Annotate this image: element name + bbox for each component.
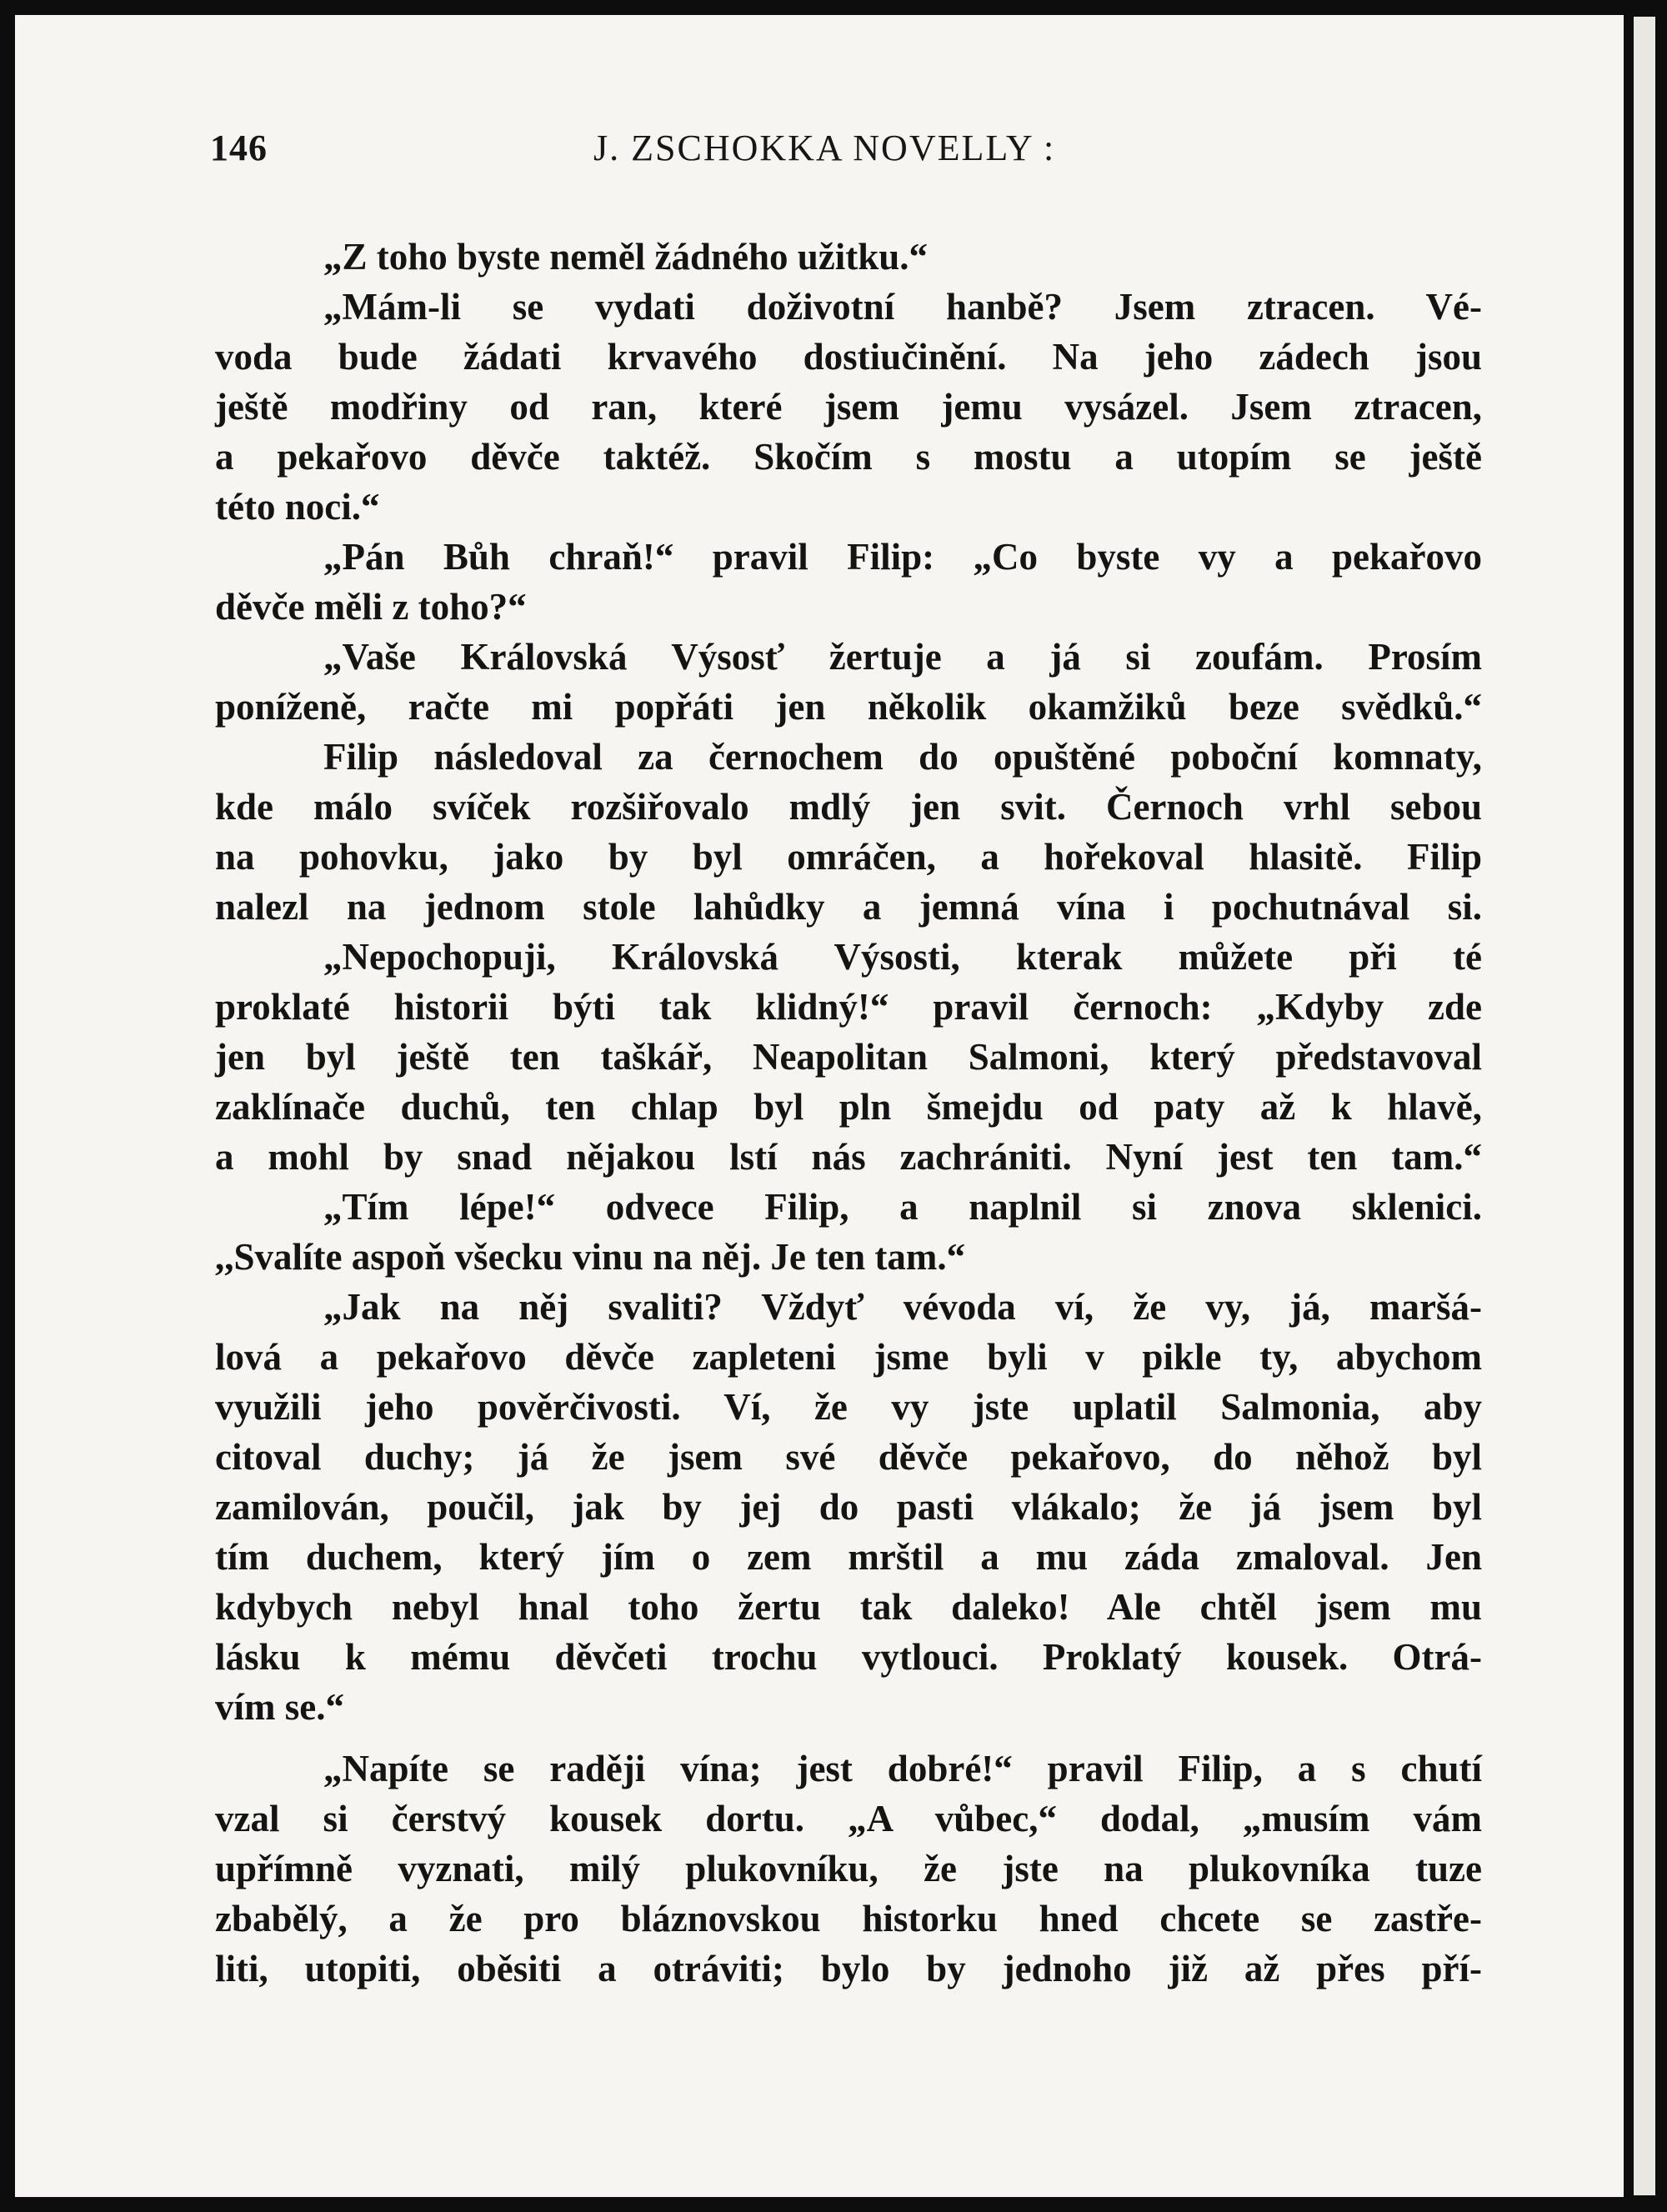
text-line: „Tím lépe!“ odvece Filip, a naplnil si znova sklenici. <box>323 1186 1482 1228</box>
text-line: „Napíte se raději vína; jest dobré!“ pravil Filip, a s chutí <box>323 1748 1482 1789</box>
text-line: a mohl by snad nějakou lstí nás zachrániti. Nyní jest ten tam.“ <box>215 1136 1482 1178</box>
text-line: zaklínače duchů, ten chlap byl pln šmejdu od paty až k hlavě, <box>215 1086 1482 1128</box>
page-gutter-shadow <box>1624 0 1634 2212</box>
text-line: „Vaše Královská Výsosť žertuje a já si zoufám. Prosím <box>323 636 1482 678</box>
text-line: lásku k mému děvčeti trochu vytlouci. Proklatý kousek. Otrá- <box>215 1636 1482 1678</box>
running-title: J. ZSCHOKKA NOVELLY : <box>593 128 1056 168</box>
text-line: a pekařovo děvče taktéž. Skočím s mostu a utopím se ještě <box>215 436 1482 478</box>
text-line: liti, utopiti, oběsiti a otráviti; bylo by jednoho již až přes pří- <box>215 1948 1482 1989</box>
text-line: kde málo svíček rozšiřovalo mdlý jen svit. Černoch vrhl sebou <box>215 786 1482 828</box>
text-line: upřímně vyznati, milý plukovníku, že jste na plukovníka tuze <box>215 1848 1482 1889</box>
text-line: tím duchem, který jím o zem mrštil a mu záda zmaloval. Jen <box>215 1536 1482 1578</box>
text-line: „Jak na něj svaliti? Vždyť vévoda ví, že vy, já, maršá- <box>323 1286 1482 1328</box>
text-line: „Pán Bůh chraň!“ pravil Filip: „Co byste vy a pekařovo <box>323 536 1482 578</box>
text-line: kdybych nebyl hnal toho žertu tak daleko! Ale chtěl jsem mu <box>215 1586 1482 1628</box>
body-text <box>215 232 1482 1994</box>
text-line: nalezl na jednom stole lahůdky a jemná vína i pochutnával si. <box>215 886 1482 928</box>
text-line: „Z toho byste neměl žádného užitku.“ <box>323 236 929 278</box>
text-line: citoval duchy; já že jsem své děvče pekařovo, do něhož byl <box>215 1436 1482 1478</box>
text-line: lová a pekařovo děvče zapleteni jsme byli v pikle ty, abychom <box>215 1336 1482 1378</box>
text-line: poníženě, račte mi popřáti jen několik okamžiků beze svědků.“ <box>215 686 1482 728</box>
text-line: na pohovku, jako by byl omráčen, a hořekoval hlasitě. Filip <box>215 836 1482 878</box>
text-line: vím se.“ <box>215 1686 344 1728</box>
text-line: využili jeho pověrčivosti. Ví, že vy jste uplatil Salmonia, aby <box>215 1386 1482 1428</box>
text-line: jen byl ještě ten taškář, Neapolitan Salmoni, který představoval <box>215 1036 1482 1078</box>
text-line: „Nepochopuji, Královská Výsosti, kterak můžete při té <box>323 936 1482 978</box>
page-header <box>210 127 1481 177</box>
next-page-edge <box>1634 17 1655 2195</box>
text-line: vzal si čerstvý kousek dortu. „A vůbec,“ dodal, „musím vám <box>215 1798 1482 1839</box>
text-line: zbabělý, a že pro bláznovskou historku hned chcete se zastře- <box>215 1898 1482 1939</box>
text-line: této noci.“ <box>215 486 380 528</box>
page-number: 146 <box>210 128 268 168</box>
text-line: děvče měli z toho?“ <box>215 586 527 628</box>
text-line: proklaté historii býti tak klidný!“ pravil černoch: „Kdyby zde <box>215 986 1482 1028</box>
text-line: voda bude žádati krvavého dostiučinění. Na jeho zádech jsou <box>215 336 1482 378</box>
text-line: „Mám-li se vydati doživotní hanbě? Jsem ztracen. Vé- <box>323 286 1482 328</box>
text-line: Filip následoval za černochem do opuštěné poboční komnaty, <box>323 736 1482 778</box>
text-line: ještě modřiny od ran, které jsem jemu vysázel. Jsem ztracen, <box>215 386 1482 428</box>
text-line: ,,Svalíte aspoň všecku vinu na něj. Je ten tam.“ <box>215 1236 966 1278</box>
text-line: zamilován, poučil, jak by jej do pasti vlákalo; že já jsem byl <box>215 1486 1482 1528</box>
